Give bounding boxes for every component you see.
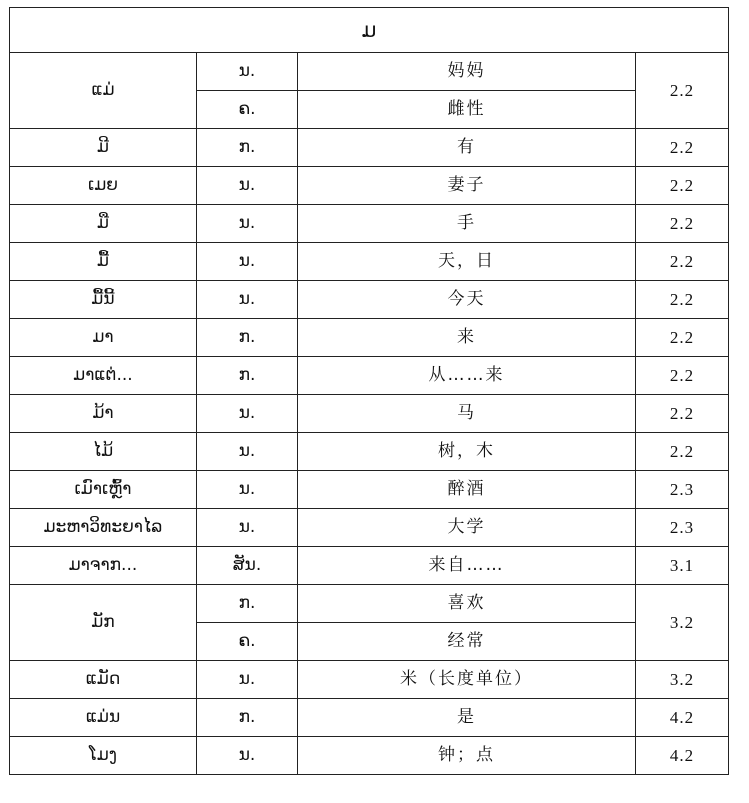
lesson-number: 2.2 [636,433,729,471]
table-row [10,129,729,167]
lao-word: ແມ່ນ [10,699,197,737]
chinese-meaning: 天，日 [298,243,636,281]
chinese-meaning: 雌性 [298,91,636,129]
lao-word: ແມ່ [10,53,197,129]
lao-word: ມັກ [10,585,197,661]
table-row [10,53,729,91]
lesson-number: 2.2 [636,357,729,395]
lesson-number: 4.2 [636,699,729,737]
part-of-speech: ກ. [197,585,298,623]
part-of-speech: ຄ. [197,91,298,129]
part-of-speech: ກ. [197,129,298,167]
table-row [10,243,729,281]
lesson-number: 2.2 [636,243,729,281]
chinese-meaning: 来自…… [298,547,636,585]
chinese-meaning: 喜欢 [298,585,636,623]
table-row [10,395,729,433]
lesson-number: 2.2 [636,205,729,243]
lao-word: ໂມງ [10,737,197,775]
table-row [10,737,729,775]
vocabulary-page [9,7,729,775]
chinese-meaning: 大学 [298,509,636,547]
table-row [10,205,729,243]
part-of-speech: ນ. [197,471,298,509]
lao-word: ມື [10,205,197,243]
lesson-number: 3.1 [636,547,729,585]
part-of-speech: ນ. [197,433,298,471]
part-of-speech: ນ. [197,205,298,243]
chinese-meaning: 树，木 [298,433,636,471]
lao-word: ໄມ້ [10,433,197,471]
chinese-meaning: 手 [298,205,636,243]
lao-word: ມ້າ [10,395,197,433]
lao-word: ມາ [10,319,197,357]
chinese-meaning: 妻子 [298,167,636,205]
table-row [10,167,729,205]
part-of-speech: ກ. [197,319,298,357]
chinese-meaning: 今天 [298,281,636,319]
part-of-speech: ນ. [197,737,298,775]
table-row [10,281,729,319]
chinese-meaning: 是 [298,699,636,737]
lesson-number: 4.2 [636,737,729,775]
lesson-number: 3.2 [636,661,729,699]
part-of-speech: ສັນ. [197,547,298,585]
vocabulary-table [9,7,729,775]
lao-word: ເມົາເຫຼົ້າ [10,471,197,509]
chinese-meaning: 经常 [298,623,636,661]
part-of-speech: ນ. [197,661,298,699]
table-header-row [10,8,729,53]
part-of-speech: ນ. [197,167,298,205]
lesson-number: 2.2 [636,319,729,357]
table-row [10,433,729,471]
lesson-number: 2.3 [636,471,729,509]
chinese-meaning: 妈妈 [298,53,636,91]
lesson-number: 2.2 [636,53,729,129]
lesson-number: 2.3 [636,509,729,547]
lao-word: ມາຈາກ... [10,547,197,585]
part-of-speech: ກ. [197,357,298,395]
chinese-meaning: 钟；点 [298,737,636,775]
part-of-speech: ຄ. [197,623,298,661]
part-of-speech: ນ. [197,53,298,91]
part-of-speech: ນ. [197,281,298,319]
chinese-meaning: 醉酒 [298,471,636,509]
table-row [10,699,729,737]
lao-word: ມື້ນີ້ [10,281,197,319]
lao-word: ມາແຕ່... [10,357,197,395]
lesson-number: 2.2 [636,167,729,205]
table-row [10,509,729,547]
lao-word: ເມຍ [10,167,197,205]
lao-word: ມີ [10,129,197,167]
part-of-speech: ນ. [197,395,298,433]
chinese-meaning: 来 [298,319,636,357]
table-row [10,585,729,623]
table-row [10,357,729,395]
lao-word: ມະຫາວິທະຍາໄລ [10,509,197,547]
lesson-number: 2.2 [636,129,729,167]
table-row [10,471,729,509]
lao-word: ແມັດ [10,661,197,699]
part-of-speech: ກ. [197,699,298,737]
lesson-number: 3.2 [636,585,729,661]
section-letter-heading: ມ [10,8,729,53]
vocabulary-body [10,53,729,775]
table-row [10,661,729,699]
chinese-meaning: 有 [298,129,636,167]
chinese-meaning: 马 [298,395,636,433]
lao-word: ມື້ [10,243,197,281]
table-row [10,547,729,585]
table-row [10,319,729,357]
lesson-number: 2.2 [636,395,729,433]
part-of-speech: ນ. [197,509,298,547]
chinese-meaning: 米（长度单位） [298,661,636,699]
lesson-number: 2.2 [636,281,729,319]
chinese-meaning: 从……来 [298,357,636,395]
part-of-speech: ນ. [197,243,298,281]
